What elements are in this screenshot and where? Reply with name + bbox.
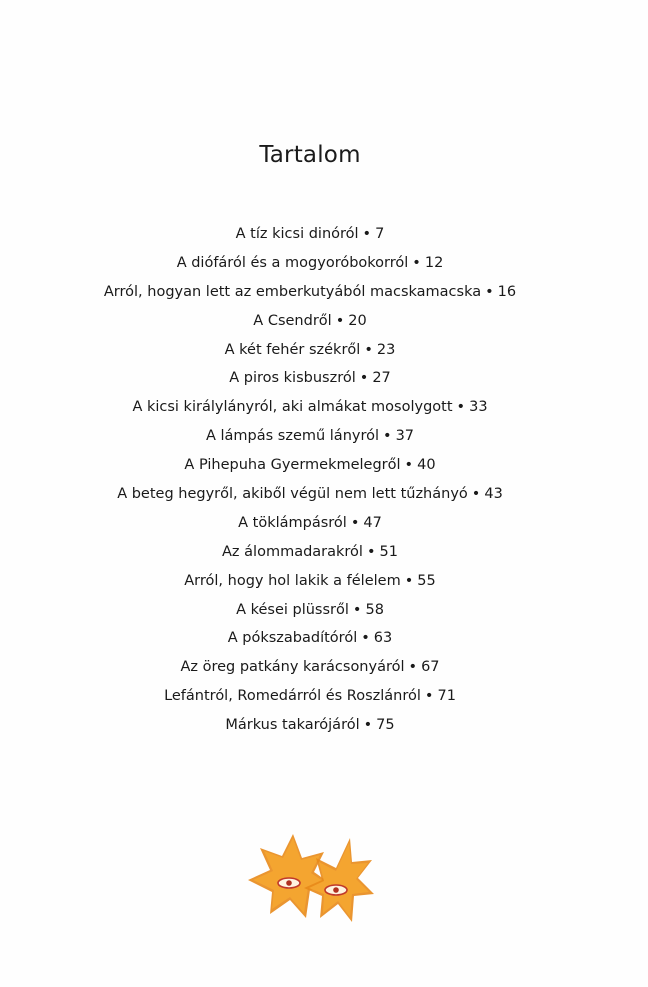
toc-entry: [0, 538, 620, 567]
toc-entry: [0, 509, 620, 538]
toc-separator: •: [364, 341, 373, 358]
toc-separator: •: [362, 226, 372, 242]
toc-entry: [0, 567, 620, 596]
toc-entry-title: A piros kisbuszról: [229, 370, 356, 387]
toc-entry: [0, 682, 620, 711]
toc-entry-title: Arról, hogyan lett az emberkutyából macskamacska: [103, 283, 482, 300]
toc-entry-page: 51: [379, 543, 398, 560]
toc-entry: [0, 393, 620, 422]
toc-entry-page: 43: [484, 486, 503, 503]
toc-entry-page: 20: [348, 312, 367, 329]
toc-entry: [0, 711, 620, 740]
toc-entry-title: A Csendről: [253, 312, 332, 329]
toc-entry: [0, 422, 620, 451]
toc-separator: •: [456, 399, 466, 416]
toc-entry: [0, 624, 620, 653]
toc-separator: •: [485, 283, 494, 300]
toc-entry: [0, 249, 620, 278]
toc-entry-title: A töklámpásról: [238, 514, 347, 531]
toc-separator: •: [424, 688, 434, 705]
toc-entry-title: A tíz kicsi dinóról: [235, 226, 359, 242]
toc-entry-title: A diófáról és a mogyoróbokorról: [176, 254, 409, 271]
toc-entry: [0, 220, 620, 249]
toc-entry-page: 16: [497, 283, 517, 300]
toc-separator: •: [404, 572, 414, 589]
toc-entry: [0, 364, 620, 393]
toc-entry: [0, 451, 620, 480]
eyed-stars-icon: [244, 830, 376, 928]
toc-entry-title: A kicsi királylányról, aki almákat mosolygott: [132, 399, 453, 416]
toc-entry-page: 75: [376, 717, 395, 734]
toc-entry-page: 47: [363, 514, 382, 531]
toc-entry-title: Lefántról, Romedárról és Roszlánról: [164, 688, 421, 705]
toc-entry-title: Az álommadarakról: [222, 543, 363, 560]
toc-separator: •: [363, 717, 373, 734]
toc-entry-title: Az öreg patkány karácsonyáról: [180, 659, 405, 676]
toc-entry: [0, 278, 620, 307]
toc-entry-page: 7: [375, 226, 385, 242]
toc-entry: [0, 653, 620, 682]
toc-separator: •: [366, 543, 376, 560]
toc-separator: •: [350, 514, 360, 531]
toc-entry: [0, 336, 620, 365]
toc-separator: •: [471, 486, 481, 503]
toc-entry: [0, 307, 620, 336]
toc-entry-page: 55: [417, 572, 436, 589]
toc-entry-title: A pókszabadítóról: [227, 630, 358, 647]
toc-entry-title: A kései plüssről: [236, 601, 349, 618]
toc-entry-page: 27: [372, 370, 391, 387]
toc-entry-page: 12: [424, 254, 444, 271]
toc-separator: •: [404, 457, 414, 474]
page-title: Tartalom: [259, 142, 361, 169]
toc-entry-page: 40: [417, 457, 436, 474]
toc-entry-title: A beteg hegyről, akiből végül nem lett tűzhányó: [117, 486, 468, 503]
toc-separator: •: [412, 254, 421, 271]
toc-entry-title: Arról, hogy hol lakik a félelem: [184, 572, 401, 589]
toc-entry-page: 58: [365, 601, 384, 618]
toc-separator: •: [361, 630, 370, 647]
toc-separator: •: [335, 312, 345, 329]
toc-separator: •: [359, 370, 369, 387]
toc-separator: •: [352, 601, 362, 618]
toc-separator: •: [383, 428, 392, 445]
toc-entry-page: 63: [373, 630, 393, 647]
toc-entry-title: A két fehér székről: [224, 341, 361, 358]
toc-entry-title: Márkus takarójáról: [225, 717, 360, 734]
toc-entry-page: 37: [395, 428, 415, 445]
table-of-contents: [0, 220, 620, 740]
toc-entry-page: 67: [421, 659, 440, 676]
toc-entry-page: 71: [437, 688, 456, 705]
toc-separator: •: [408, 659, 418, 676]
toc-entry-page: 33: [469, 399, 488, 416]
toc-entry-page: 23: [376, 341, 396, 358]
toc-entry: [0, 480, 620, 509]
toc-entry-title: A lámpás szemű lányról: [205, 428, 380, 445]
toc-entry: [0, 596, 620, 625]
toc-entry-title: A Pihepuha Gyermekmelegről: [184, 457, 401, 474]
